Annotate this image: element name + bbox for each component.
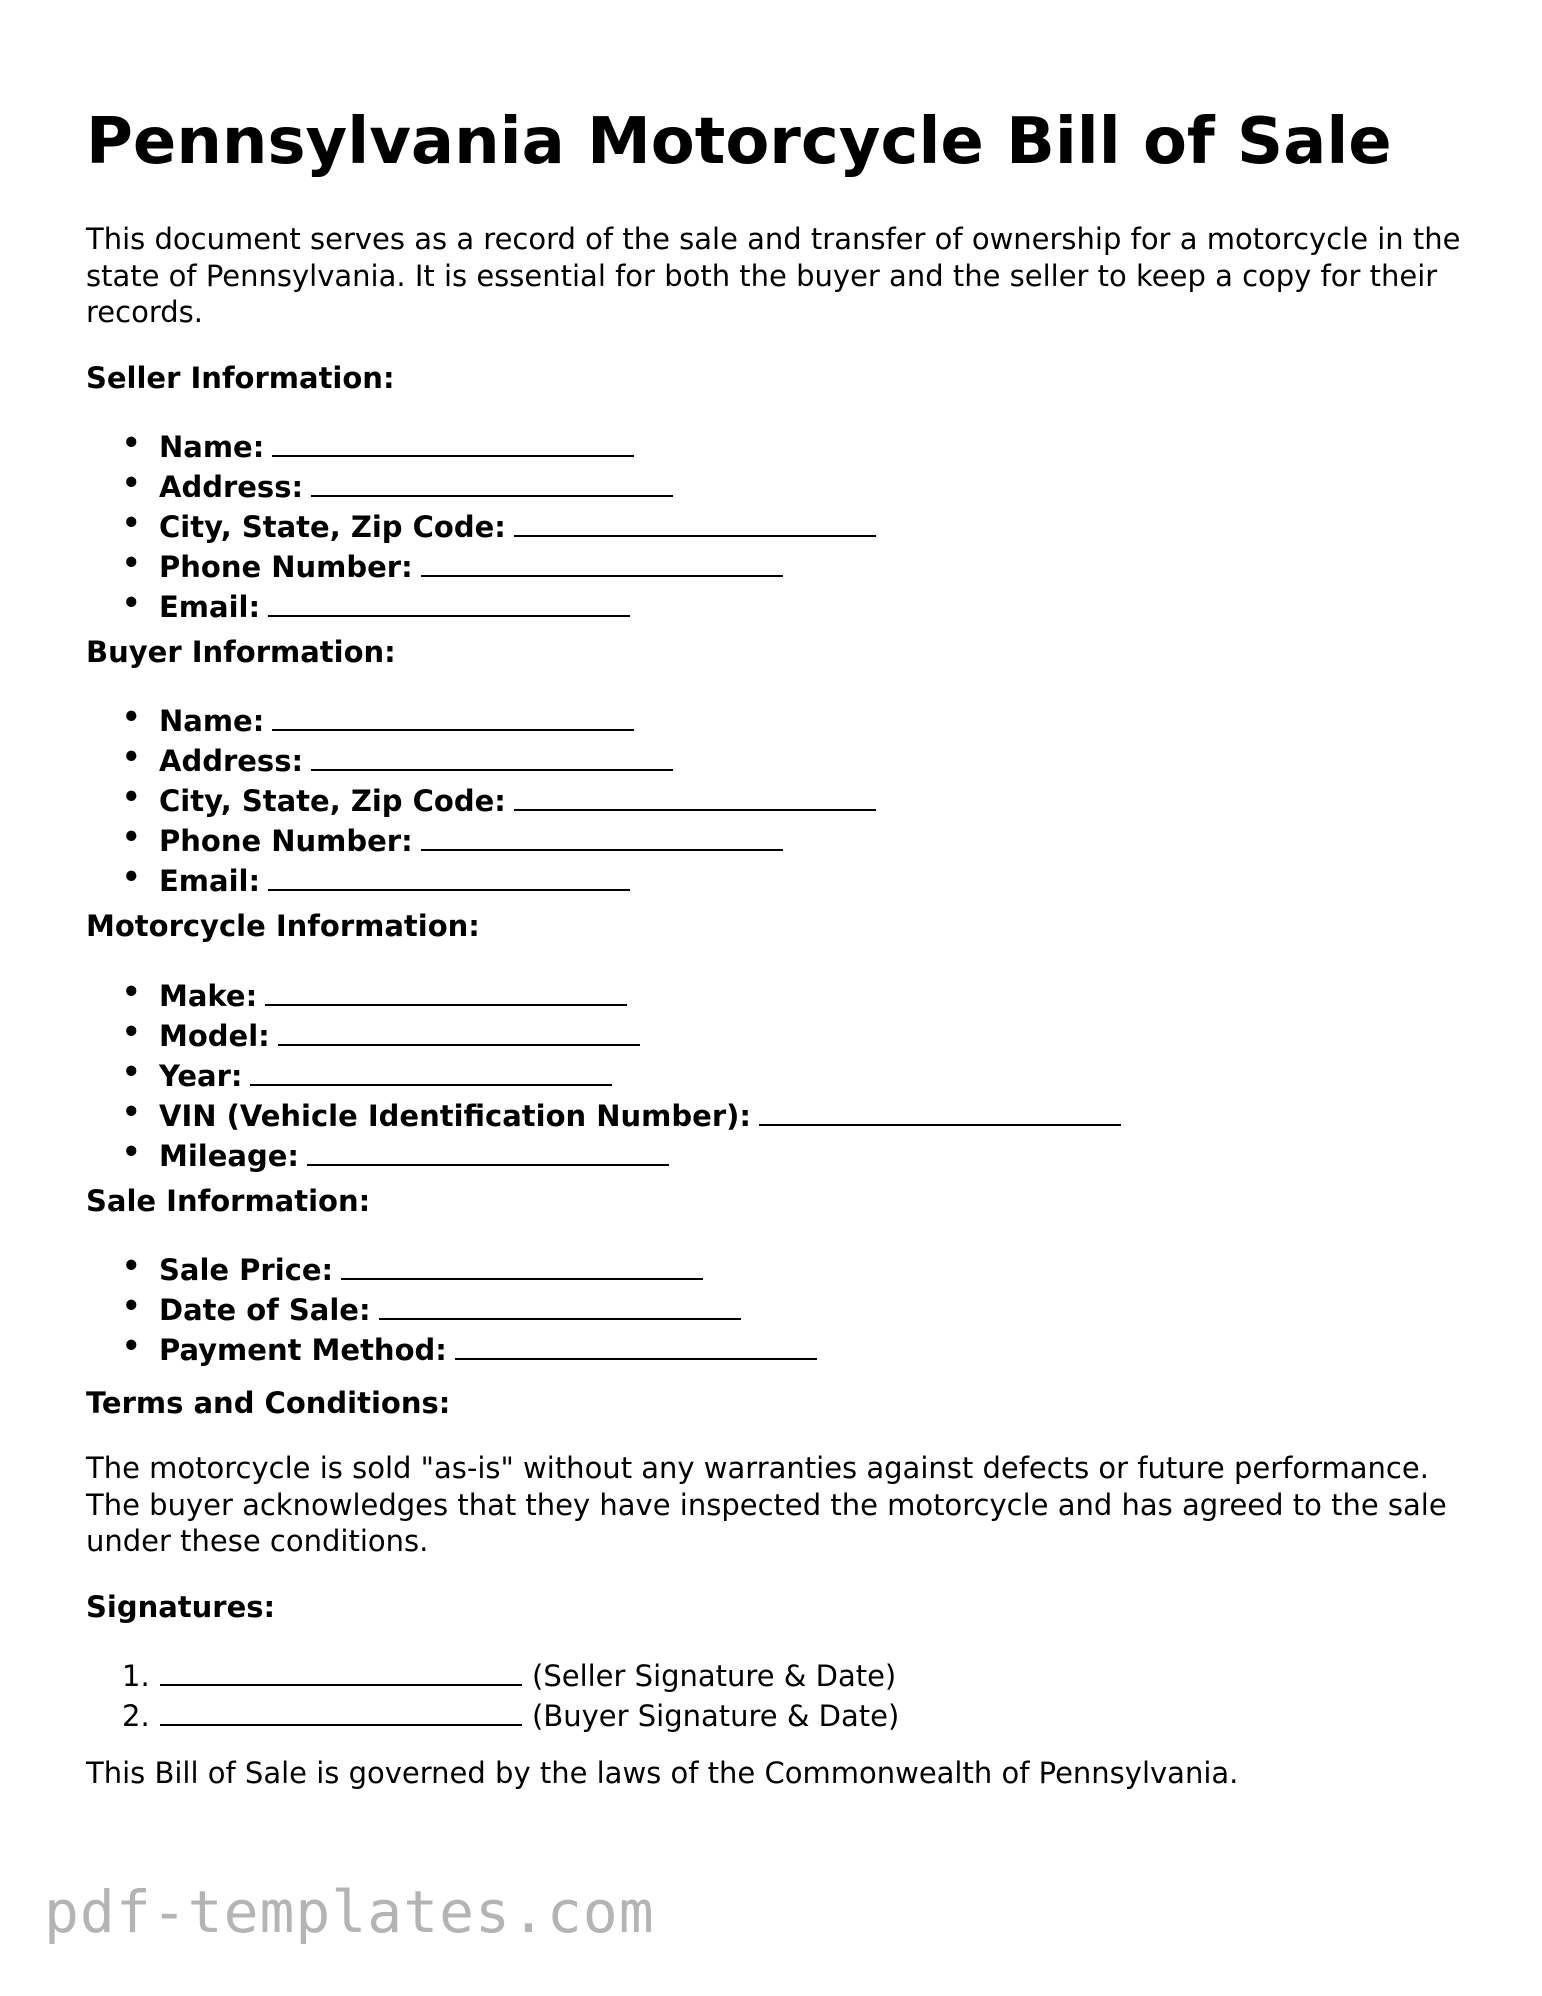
sale-date-field[interactable]: • Date of Sale: [122,1288,817,1328]
sale-heading: Sale Information: [86,1184,371,1218]
motorcycle-vin-field[interactable]: • VIN (Vehicle Identification Number): [122,1094,1121,1134]
seller-phone-field[interactable]: • Phone Number: [122,545,876,585]
fill-line[interactable] [455,1328,817,1360]
fill-line[interactable] [421,545,783,577]
governing-law-text: This Bill of Sale is governed by the laws of the Commonwealth of Pennsylvania. [86,1756,1239,1790]
fill-line[interactable] [514,505,876,537]
seller-address-field[interactable]: • Address: [122,465,876,505]
fill-line[interactable] [160,1694,522,1726]
fill-line[interactable] [421,819,783,851]
motorcycle-mileage-field[interactable]: • Mileage: [122,1134,1121,1174]
sale-payment-field[interactable]: • Payment Method: [122,1328,817,1368]
seller-fields [122,425,876,625]
motorcycle-model-field[interactable]: • Model: [122,1014,1121,1054]
fill-line[interactable] [311,465,673,497]
fill-line[interactable] [514,779,876,811]
fill-line[interactable] [268,859,630,891]
seller-city-field[interactable]: • City, State, Zip Code: [122,505,876,545]
terms-heading: Terms and Conditions: [86,1386,451,1420]
buyer-fields [122,699,876,899]
motorcycle-year-field[interactable]: • Year: [122,1054,1121,1094]
watermark: pdf-templates.com [44,1878,655,1946]
fill-line[interactable] [311,739,673,771]
buyer-email-field[interactable]: • Email: [122,859,876,899]
buyer-name-field[interactable]: • Name: [122,699,876,739]
sale-price-field[interactable]: • Sale Price: [122,1248,817,1288]
buyer-signature-line[interactable]: 2. (Buyer Signature & Date) [122,1694,899,1734]
fill-line[interactable] [341,1248,703,1280]
fill-line[interactable] [268,585,630,617]
seller-name-field[interactable]: • Name: [122,425,876,465]
fill-line[interactable] [307,1134,669,1166]
buyer-address-field[interactable]: • Address: [122,739,876,779]
terms-paragraph: The motorcycle is sold "as-is" without any warranties against defects or future performance. The buyer acknowledges that they have inspected the motorcycle and has agreed to the sale under these conditions. [86,1451,1447,1558]
buyer-city-field[interactable]: • City, State, Zip Code: [122,779,876,819]
fill-line[interactable] [265,974,627,1006]
fill-line[interactable] [759,1094,1121,1126]
motorcycle-heading: Motorcycle Information: [86,909,480,943]
fill-line[interactable] [278,1014,640,1046]
fill-line[interactable] [272,699,634,731]
fill-line[interactable] [272,425,634,457]
fill-line[interactable] [250,1054,612,1086]
document-title: Pennsylvania Motorcycle Bill of Sale [86,105,1392,179]
fill-line[interactable] [379,1288,741,1320]
signatures-heading: Signatures: [86,1590,276,1624]
buyer-heading: Buyer Information: [86,635,396,669]
seller-heading: Seller Information: [86,361,395,395]
motorcycle-fields [122,974,1121,1174]
buyer-phone-field[interactable]: • Phone Number: [122,819,876,859]
seller-email-field[interactable]: • Email: [122,585,876,625]
seller-signature-line[interactable]: 1. (Seller Signature & Date) [122,1654,899,1694]
signature-list [122,1654,899,1734]
fill-line[interactable] [160,1654,522,1686]
motorcycle-make-field[interactable]: • Make: [122,974,1121,1014]
sale-fields [122,1248,817,1368]
intro-paragraph: This document serves as a record of the sale and transfer of ownership for a motorcycle in the state of Pennsylvania. It is essential for both the buyer and the seller to keep a copy for their records. [86,222,1461,329]
